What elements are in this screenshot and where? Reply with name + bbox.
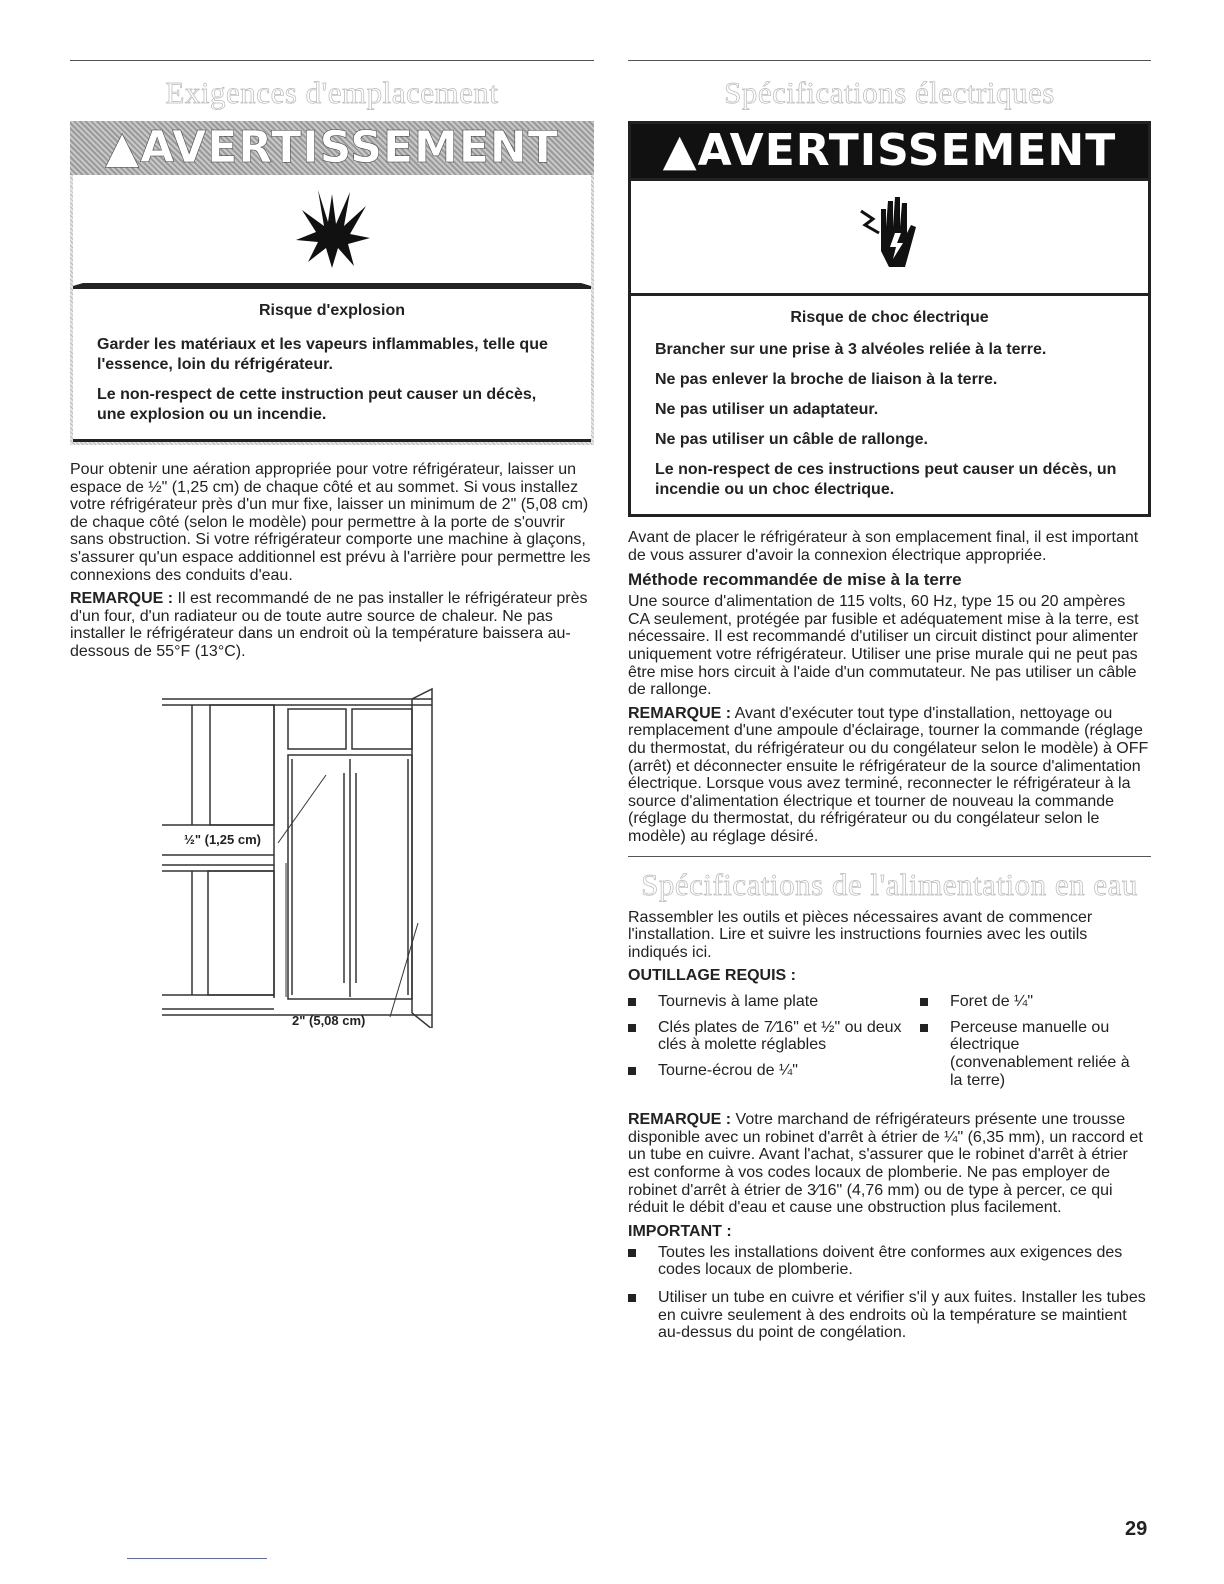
list-item	[628, 1062, 920, 1080]
footer-line	[127, 1558, 267, 1559]
list-item	[628, 993, 920, 1011]
right-column	[628, 60, 1151, 1352]
warning-line: Le non-respect de ces instructions peut causer un décès, un incendie ou un choc électrique.	[655, 461, 1117, 498]
water-note-paragraph	[628, 1111, 1151, 1217]
section-title-location: Exigences d'emplacement	[165, 75, 499, 110]
explosion-icon	[292, 184, 372, 274]
list-item	[628, 1019, 920, 1054]
warning-heading: Risque d'explosion	[258, 302, 406, 319]
list-item	[628, 1244, 1151, 1279]
top-rule	[628, 60, 1151, 61]
warning-frame	[70, 175, 594, 445]
electrical-intro-paragraph: Avant de placer le réfrigérateur à son emplacement final, il est important de vous assurer d'avoir la connexion électrique appropriée.	[628, 529, 1139, 564]
note-text: Il est recommandé de ne pas installer le réfrigérateur près d'un four, d'un radiateur ou de toute autre source de chaleur. Ne pas installer le réfrigérateur dans un endroit où la température baissera au-dessous de 55°F (13°C).	[70, 590, 588, 660]
list-item-text: Utiliser un tube en cuivre et vérifier s'il y aux fuites. Installer les tubes en cuivre seulement à des endroits où la température se maintient au-dessus du point de congélation.	[658, 1289, 1146, 1342]
warning-header	[631, 124, 1148, 178]
note-paragraph	[70, 590, 594, 660]
explosion-warning-box	[70, 121, 594, 445]
electrical-warning-box	[628, 121, 1151, 517]
top-rule	[70, 60, 594, 61]
clearance-label-side: ½" (1,25 cm)	[184, 831, 261, 847]
installation-clearance-figure	[162, 683, 462, 1028]
bullet-icon	[920, 998, 928, 1006]
list-item	[920, 993, 1130, 1011]
clearance-label-bottom: 2" (5,08 cm)	[292, 1012, 366, 1028]
grounding-subheading: Méthode recommandée de mise à la terre	[628, 570, 962, 590]
warning-text-panel	[631, 296, 1148, 514]
tools-list	[628, 993, 1151, 1097]
note-label: REMARQUE :	[628, 704, 732, 722]
section-title-electrical: Spécifications électriques	[724, 75, 1055, 110]
list-item-text: Clés plates de 7⁄16" et ½" ou deux clés à molette réglables	[658, 1018, 902, 1054]
list-item-text: Tournevis à lame plate	[658, 993, 819, 1011]
warning-triangle-icon: ▲	[105, 122, 141, 173]
ventilation-paragraph: Pour obtenir une aération appropriée pour votre réfrigérateur, laisser un espace de ½" (1,25 cm) de chaque côté et au sommet. Si vous installez votre réfrigérateur près d'un mur fixe, laisser un minimum de 2" (5,08 cm) de chaque côté (selon le modèle) pour permettre à la porte de s'ouvrir sans obstruction. Si votre réfrigérateur comporte une machine à glaçons, s'assurer qu'un espace additionnel est prévu à l'arrière pour permettre les connexions des conduits d'eau.	[70, 461, 591, 584]
bullet-icon	[920, 1024, 928, 1032]
warning-line: Le non-respect de cette instruction peut causer un décès, une explosion ou un incendie.	[97, 386, 537, 423]
bullet-icon	[628, 1249, 636, 1257]
left-column	[70, 60, 594, 1028]
list-item	[920, 1019, 1130, 1089]
grounding-paragraph: Une source d'alimentation de 115 volts, 60 Hz, type 15 ou 20 ampères CA seulement, protégée par fusible et adéquatement mise à la terre, est nécessaire. Il est recommandé d'utiliser un circuit distinct pour alimenter uniquement votre réfrigérateur. Utiliser une prise murale qui ne peut pas être mise hors circuit à l'aide d'un commutateur. Ne pas utiliser un câble de rallonge.	[628, 593, 1139, 699]
tools-column-2	[920, 993, 1130, 1097]
warning-header-text: AVERTISSEMENT	[697, 125, 1117, 176]
section-rule	[628, 856, 1151, 857]
warning-line: Ne pas utiliser un adaptateur.	[655, 401, 879, 418]
bullet-icon	[628, 1067, 636, 1075]
tools-column-1	[628, 993, 920, 1097]
page-number: 29	[1125, 1518, 1148, 1540]
bullet-icon	[628, 1024, 636, 1032]
list-item	[628, 1289, 1151, 1342]
note-text: Avant d'exécuter tout type d'installation, nettoyage ou remplacement d'une ampoule d'éclairage, tourner la commande (réglage du thermostat, du réfrigérateur ou du congélateur selon le modèle) à OFF (arrêt) et déconnecter ensuite le réfrigérateur de la source d'alimentation électrique. Lorsque vous avez terminé, reconnecter le réfrigérateur à la source d'alimentation électrique et tourner de nouveau la commande (réglage du thermostat, du réfrigérateur ou du congélateur selon le modèle) au réglage désiré.	[628, 704, 1149, 845]
list-item-text: Tourne-écrou de ¼"	[658, 1062, 798, 1080]
warning-triangle-icon: ▲	[662, 125, 698, 176]
water-intro-paragraph: Rassembler les outils et pièces nécessaires avant de commencer l'installation. Lire et suivre les instructions fournies avec les outils indiqués ici.	[628, 908, 1093, 961]
note-label: REMARQUE :	[628, 1111, 732, 1129]
warning-line: Ne pas utiliser un câble de rallonge.	[655, 431, 928, 448]
electrical-note-paragraph	[628, 705, 1151, 846]
tools-heading: OUTILLAGE REQUIS :	[628, 967, 796, 985]
warning-icon-panel	[73, 175, 591, 286]
electric-shock-hand-icon	[855, 189, 925, 285]
warning-heading: Risque de choc électrique	[790, 309, 989, 326]
warning-header-text: AVERTISSEMENT	[140, 122, 559, 173]
warning-icon-panel	[631, 178, 1148, 296]
warning-line: Ne pas enlever la broche de liaison à la terre.	[655, 371, 998, 388]
warning-line: Brancher sur une prise à 3 alvéoles reliée à la terre.	[655, 341, 1047, 358]
list-item-text: Toutes les installations doivent être conformes aux exigences des codes locaux de plomberie.	[658, 1243, 1123, 1279]
note-text: Votre marchand de réfrigérateurs présente une trousse disponible avec un robinet d'arrêt à étrier de ¼" (6,35 mm), un raccord et un tube en cuivre. Avant l'achat, s'assurer que le robinet d'arrêt à étrier est conforme à vos codes locaux de plomberie. Ne pas employer de robinet d'arrêt à étrier de 3⁄16" (4,76 mm) ou de type à percer, ce qui réduit le débit d'eau et cause une obstruction plus facilement.	[628, 1111, 1143, 1217]
warning-header	[70, 121, 594, 175]
bullet-icon	[628, 998, 636, 1006]
list-item-text: Perceuse manuelle ou électrique (convenablement reliée à la terre)	[950, 1018, 1130, 1089]
section-title-water: Spécifications de l'alimentation en eau	[641, 866, 1138, 902]
note-label: REMARQUE :	[70, 590, 174, 608]
refrigerator-cabinet-diagram	[162, 683, 462, 1028]
important-heading: IMPORTANT :	[628, 1222, 732, 1240]
warning-text-panel	[73, 286, 591, 442]
warning-line: Garder les matériaux et les vapeurs inflammables, telle que l'essence, loin du réfrigérateur.	[97, 336, 548, 373]
bullet-icon	[628, 1294, 636, 1302]
list-item-text: Foret de ¼"	[950, 993, 1034, 1011]
